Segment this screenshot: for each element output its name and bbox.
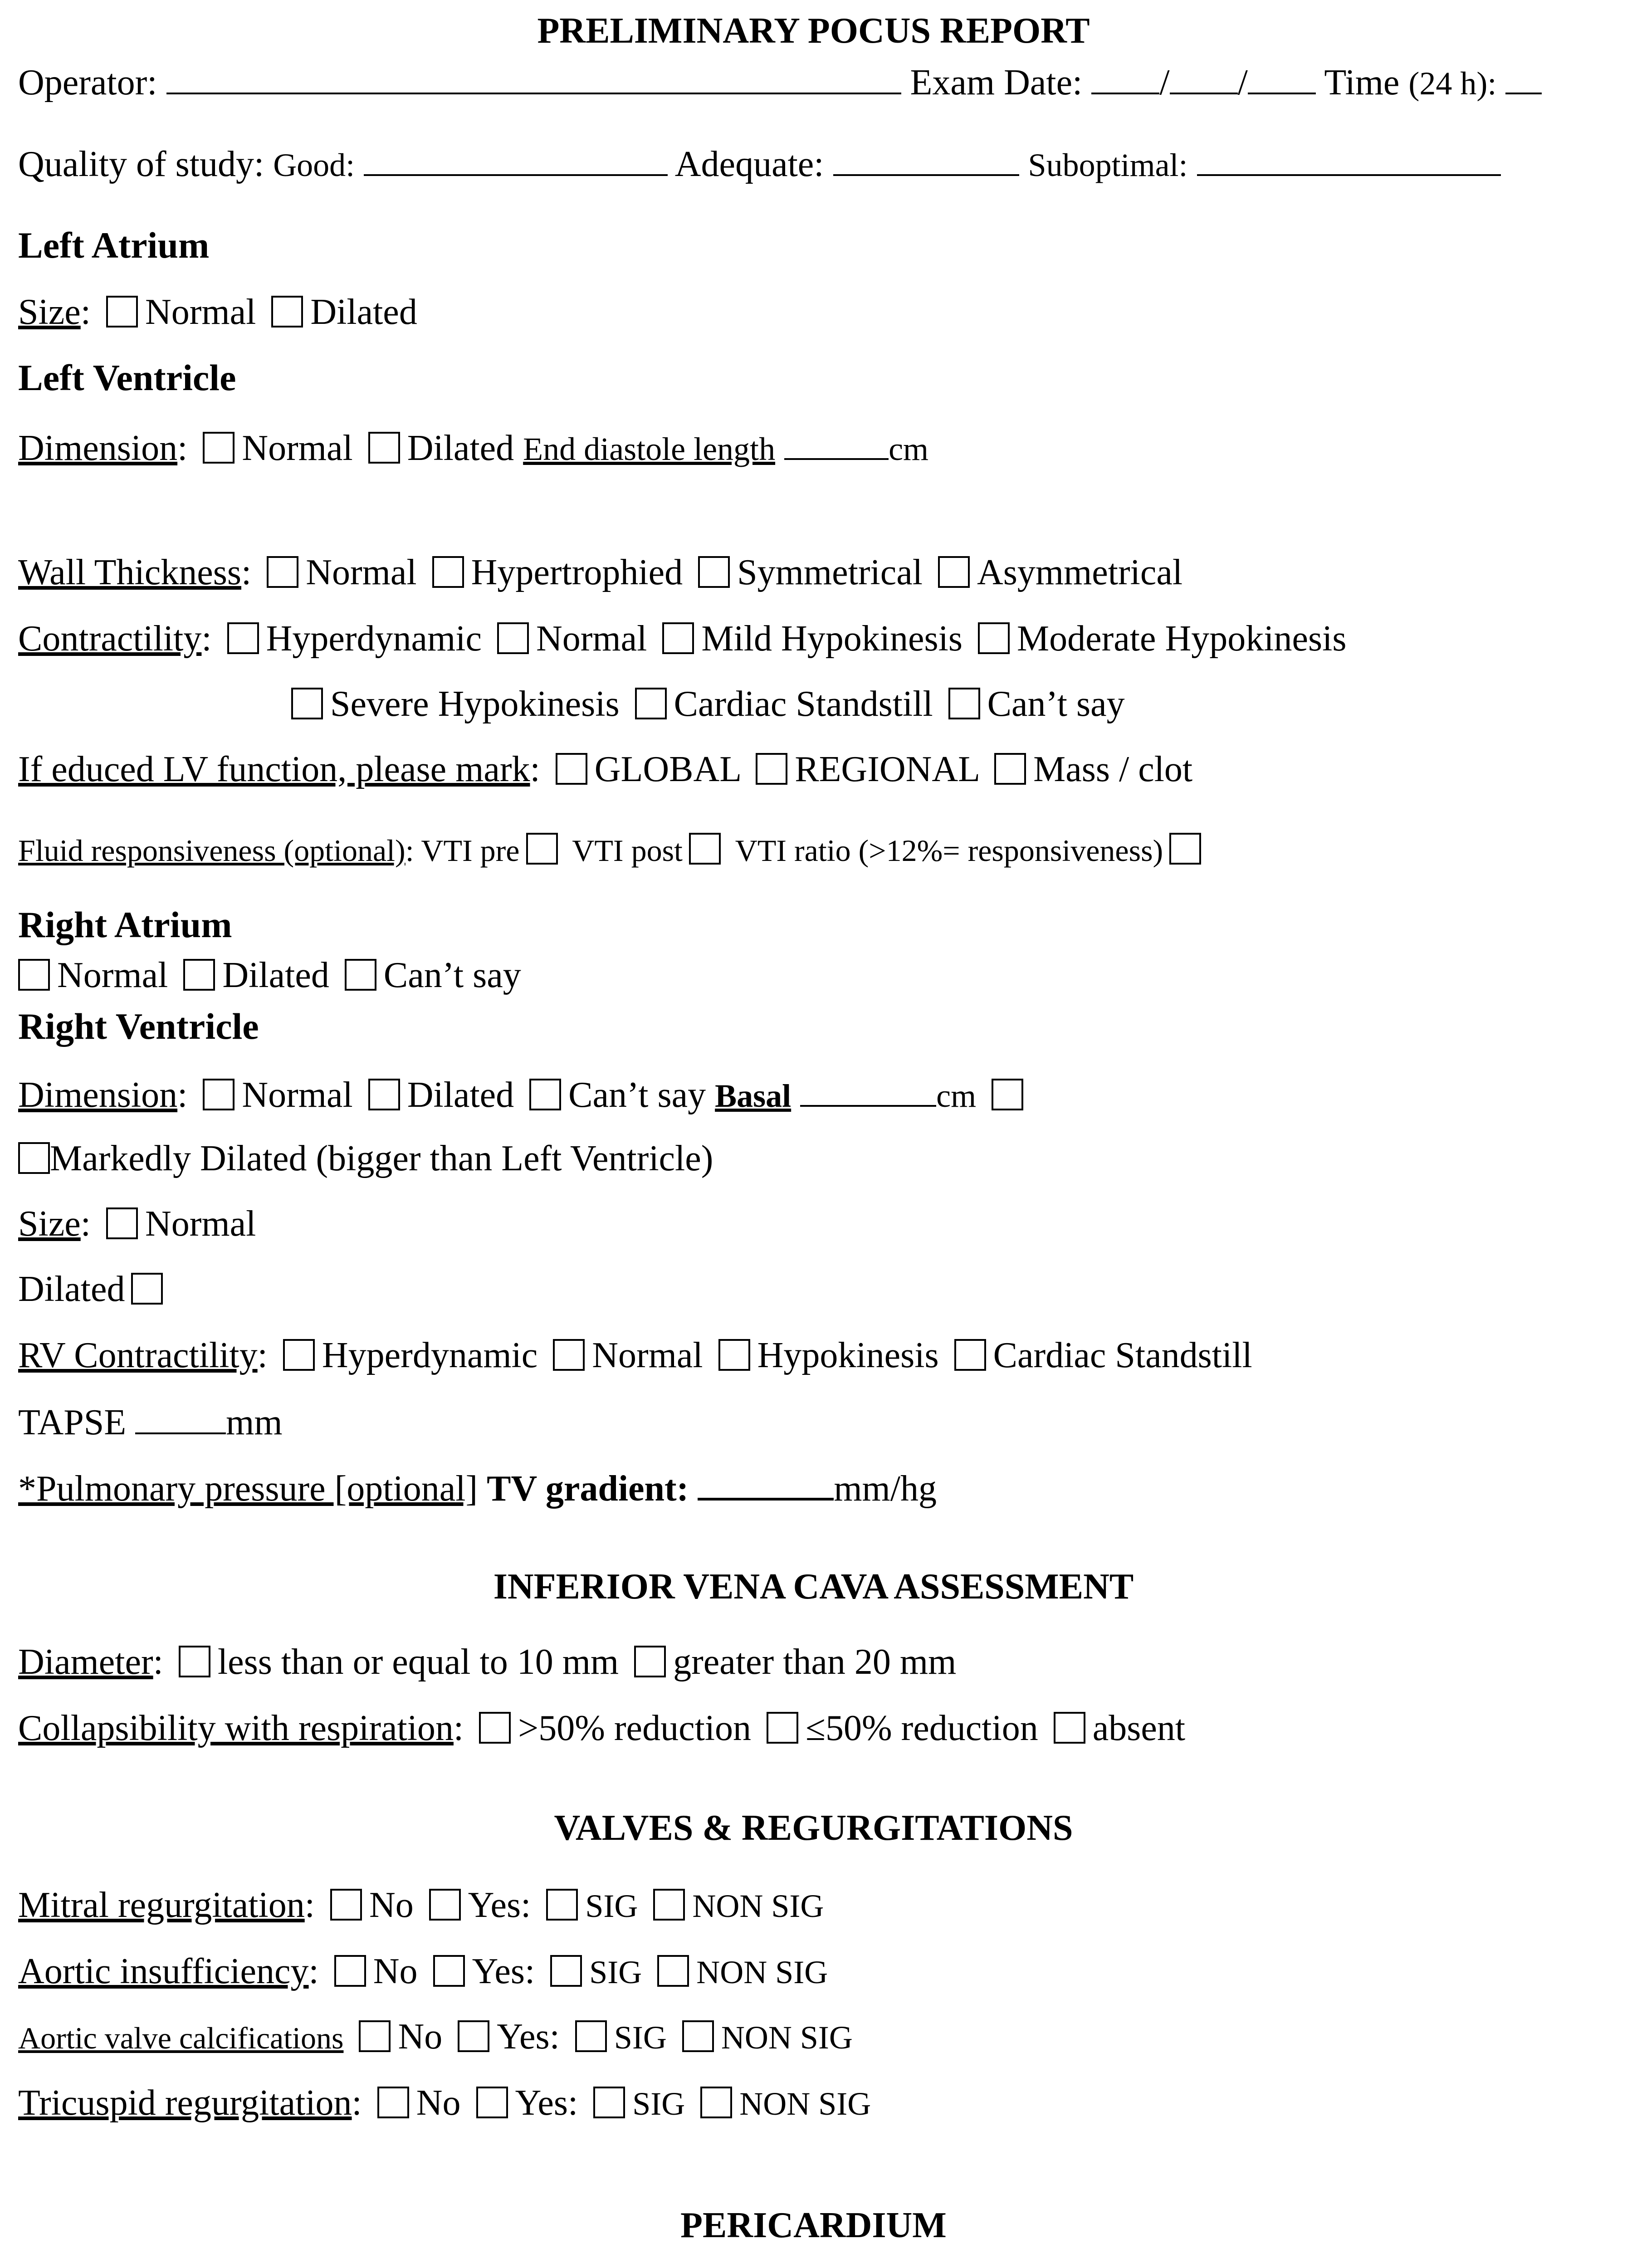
valve-sig-checkbox[interactable] bbox=[550, 1955, 582, 1987]
option-label: REGIONAL bbox=[795, 749, 979, 789]
ivc-small-checkbox[interactable] bbox=[179, 1646, 210, 1677]
valve-yes-checkbox[interactable] bbox=[476, 2087, 508, 2118]
rv-size-normal-checkbox[interactable] bbox=[106, 1207, 138, 1239]
rv-dimension-label: Dimension bbox=[18, 1075, 178, 1115]
ivc-collapsibility-row bbox=[18, 1710, 1185, 1746]
rv-size-label: Size bbox=[18, 1204, 81, 1244]
rv-hyperdynamic-checkbox[interactable] bbox=[283, 1339, 315, 1371]
option-label: Dilated bbox=[310, 292, 417, 332]
unit-cm: cm bbox=[889, 431, 929, 467]
option-label: Mild Hypokinesis bbox=[701, 619, 963, 659]
quality-adequate-label: Adequate: bbox=[674, 144, 824, 184]
valve-no-checkbox[interactable] bbox=[334, 1955, 366, 1987]
valve-no-checkbox[interactable] bbox=[330, 1889, 362, 1921]
time-hint: (24 h): bbox=[1408, 65, 1497, 102]
pericardium-heading: PERICARDIUM bbox=[680, 2205, 947, 2245]
valve-sig-checkbox[interactable] bbox=[593, 2087, 625, 2118]
option-label: Normal bbox=[306, 552, 417, 592]
option-label: Normal bbox=[145, 1204, 256, 1244]
option-label: >50% reduction bbox=[518, 1708, 752, 1748]
la-size-normal-checkbox[interactable] bbox=[106, 296, 138, 327]
option-label: Asymmetrical bbox=[977, 552, 1183, 592]
option-label: Yes: bbox=[472, 1951, 535, 1991]
fluid-label: Fluid responsiveness (optional) bbox=[18, 833, 406, 868]
lv-contractility-row-2 bbox=[285, 686, 1125, 722]
rv-dim-normal-checkbox[interactable] bbox=[203, 1079, 235, 1110]
valve-yes-checkbox[interactable] bbox=[458, 2020, 489, 2052]
quality-suboptimal-label: Suboptimal: bbox=[1028, 147, 1188, 183]
valve-row-aortic-insufficiency bbox=[18, 1953, 828, 1989]
valve-non-sig-checkbox[interactable] bbox=[657, 1955, 689, 1987]
contractility-standstill-checkbox[interactable] bbox=[635, 688, 667, 719]
contractility-label: Contractility bbox=[18, 619, 202, 659]
colon: : bbox=[80, 292, 91, 332]
option-label: SIG bbox=[589, 1954, 642, 1990]
lv-contractility-row-1 bbox=[18, 621, 1347, 657]
end-diastole-field[interactable] bbox=[784, 428, 889, 460]
quality-row bbox=[18, 144, 1501, 182]
option-label: Yes: bbox=[497, 2017, 560, 2057]
exam-month-field[interactable] bbox=[1170, 63, 1238, 94]
valve-no-checkbox[interactable] bbox=[359, 2020, 391, 2052]
colon: : bbox=[304, 1885, 315, 1925]
option-label: Dilated bbox=[18, 1269, 125, 1309]
option-label: No bbox=[373, 1951, 418, 1991]
rv-size-row bbox=[18, 1206, 256, 1242]
option-label: Normal bbox=[242, 1075, 353, 1115]
unit-cm: cm bbox=[936, 1078, 977, 1114]
tv-gradient-label: TV gradient: bbox=[487, 1469, 689, 1509]
la-size-label: Size bbox=[18, 292, 81, 332]
colon: : bbox=[241, 552, 252, 592]
colon: : bbox=[352, 2083, 362, 2123]
lv-wall-row bbox=[18, 554, 1182, 591]
option-label: NON SIG bbox=[696, 1954, 828, 1990]
option-label: Normal bbox=[242, 428, 353, 468]
quality-good-label: Good: bbox=[273, 147, 355, 183]
la-size-dilated-checkbox[interactable] bbox=[271, 296, 303, 327]
operator-row bbox=[18, 63, 1542, 101]
right-ventricle-heading: Right Ventricle bbox=[18, 1006, 259, 1047]
option-label: Normal bbox=[145, 292, 256, 332]
rv-hypokinesis-checkbox[interactable] bbox=[718, 1339, 750, 1371]
valve-row-tricuspid bbox=[18, 2085, 871, 2121]
option-label: Symmetrical bbox=[737, 552, 923, 592]
rv-size-dilated-checkbox[interactable] bbox=[131, 1273, 163, 1305]
wall-asymmetrical-checkbox[interactable] bbox=[938, 556, 970, 588]
educed-regional-checkbox[interactable] bbox=[756, 753, 787, 785]
contractility-cant-say-checkbox[interactable] bbox=[948, 688, 980, 719]
ra-cant-say-checkbox[interactable] bbox=[345, 959, 376, 991]
option-label: Hyperdynamic bbox=[322, 1335, 538, 1375]
option-label: Dilated bbox=[407, 1075, 514, 1115]
wall-thickness-label: Wall Thickness bbox=[18, 552, 241, 592]
option-label: Hyperdynamic bbox=[266, 619, 482, 659]
valve-yes-checkbox[interactable] bbox=[433, 1955, 465, 1987]
option-label: Cardiac Standstill bbox=[993, 1335, 1252, 1375]
educed-global-checkbox[interactable] bbox=[556, 753, 587, 785]
lv-educed-row bbox=[18, 751, 1192, 787]
vti-ratio-checkbox[interactable] bbox=[1169, 833, 1201, 865]
valve-no-checkbox[interactable] bbox=[377, 2087, 409, 2118]
rv-size-dilated-row bbox=[18, 1271, 170, 1307]
option-label: Can’t say bbox=[987, 684, 1125, 724]
lv-dimension-row bbox=[18, 428, 928, 466]
option-label: Normal bbox=[592, 1335, 703, 1375]
valves-heading: VALVES & REGURGITATIONS bbox=[554, 1808, 1073, 1848]
colon: : bbox=[177, 428, 188, 468]
end-diastole-label: End diastole length bbox=[523, 431, 776, 467]
colon: : bbox=[453, 1708, 464, 1748]
vti-pre-checkbox[interactable] bbox=[526, 833, 558, 865]
option-label: NON SIG bbox=[692, 1888, 824, 1924]
quality-adequate-field[interactable] bbox=[833, 144, 1019, 176]
option-label: Moderate Hypokinesis bbox=[1016, 619, 1347, 659]
basal-checkbox[interactable] bbox=[992, 1079, 1023, 1110]
markedly-dilated-checkbox[interactable] bbox=[18, 1142, 50, 1174]
option-label: No bbox=[416, 2083, 461, 2123]
ivc-diameter-label: Diameter bbox=[18, 1642, 153, 1682]
collapse-over50-checkbox[interactable] bbox=[479, 1712, 511, 1744]
option-label: Hypokinesis bbox=[757, 1335, 939, 1375]
basal-label: Basal bbox=[715, 1078, 792, 1114]
rv-standstill-checkbox[interactable] bbox=[954, 1339, 986, 1371]
wall-normal-checkbox[interactable] bbox=[267, 556, 298, 588]
option-label: Normal bbox=[57, 955, 168, 995]
rv-dimension-row bbox=[18, 1075, 1031, 1113]
page-title: PRELIMINARY POCUS REPORT bbox=[537, 11, 1090, 51]
educed-label: If educed LV function, please mark bbox=[18, 749, 530, 789]
colon: : bbox=[530, 749, 540, 789]
option-label: SIG bbox=[585, 1888, 638, 1924]
option-label: Can’t say bbox=[568, 1075, 706, 1115]
option-label: Severe Hypokinesis bbox=[330, 684, 620, 724]
quality-label: Quality of study: bbox=[18, 144, 264, 184]
quality-suboptimal-field[interactable] bbox=[1197, 144, 1501, 176]
operator-label: Operator: bbox=[18, 63, 157, 103]
vti-post-checkbox[interactable] bbox=[689, 833, 721, 865]
valve-non-sig-checkbox[interactable] bbox=[653, 1889, 685, 1921]
option-label: Mass / clot bbox=[1033, 749, 1193, 789]
contractility-hyperdynamic-checkbox[interactable] bbox=[227, 622, 259, 654]
pulmonary-label: *Pulmonary pressure [optional] bbox=[18, 1469, 478, 1509]
tapse-label: TAPSE bbox=[18, 1403, 127, 1442]
valve-non-sig-checkbox[interactable] bbox=[700, 2087, 732, 2118]
option-label: NON SIG bbox=[739, 2086, 871, 2122]
option-label: Markedly Dilated (bigger than Left Ventricle) bbox=[50, 1139, 713, 1178]
basal-field[interactable] bbox=[800, 1075, 936, 1107]
rv-contractility-label: RV Contractility bbox=[18, 1335, 258, 1375]
option-label: Yes: bbox=[515, 2083, 578, 2123]
rv-dim-dilated-checkbox[interactable] bbox=[368, 1079, 400, 1110]
option-label: ≤50% reduction bbox=[806, 1708, 1038, 1748]
option-label: greater than 20 mm bbox=[673, 1642, 957, 1682]
valve-yes-checkbox[interactable] bbox=[429, 1889, 461, 1921]
rv-normal-checkbox[interactable] bbox=[553, 1339, 585, 1371]
date-separator: / bbox=[1159, 63, 1170, 103]
lv-dim-dilated-checkbox[interactable] bbox=[368, 432, 400, 464]
ra-row bbox=[12, 957, 521, 993]
lv-dimension-label: Dimension bbox=[18, 428, 178, 468]
tapse-field[interactable] bbox=[135, 1403, 226, 1434]
rv-markedly-row bbox=[18, 1140, 713, 1177]
exam-date-label: Exam Date: bbox=[910, 63, 1083, 103]
option-label: Can’t say bbox=[383, 955, 521, 995]
option-label: Dilated bbox=[407, 428, 514, 468]
option-label: GLOBAL bbox=[594, 749, 741, 789]
colon: : bbox=[201, 619, 212, 659]
wall-hypertrophied-checkbox[interactable] bbox=[432, 556, 464, 588]
left-ventricle-heading: Left Ventricle bbox=[18, 357, 236, 398]
collapsibility-label: Collapsibility with respiration bbox=[18, 1708, 454, 1748]
option-label: Normal bbox=[536, 619, 647, 659]
ivc-diameter-row bbox=[18, 1644, 956, 1680]
date-separator: / bbox=[1237, 63, 1248, 103]
unit-mm: mm bbox=[226, 1403, 283, 1442]
valve-non-sig-checkbox[interactable] bbox=[682, 2020, 714, 2052]
exam-day-field[interactable] bbox=[1091, 63, 1159, 94]
option-label: NON SIG bbox=[721, 2019, 853, 2056]
quality-good-field[interactable] bbox=[364, 144, 668, 176]
option-label: Yes: bbox=[468, 1885, 531, 1925]
rv-dim-cant-say-checkbox[interactable] bbox=[529, 1079, 561, 1110]
colon: : bbox=[153, 1642, 163, 1682]
time-field[interactable] bbox=[1505, 63, 1542, 94]
contractility-severe-checkbox[interactable] bbox=[291, 688, 323, 719]
option-label: SIG bbox=[614, 2019, 667, 2056]
la-size-row bbox=[18, 294, 417, 330]
vti-ratio-label: VTI ratio (>12%= responsiveness) bbox=[735, 833, 1163, 868]
contractility-moderate-checkbox[interactable] bbox=[978, 622, 1010, 654]
valve-sig-checkbox[interactable] bbox=[546, 1889, 578, 1921]
colon: : bbox=[308, 1951, 319, 1991]
pulmonary-row bbox=[18, 1468, 937, 1507]
valve-row-aortic-calcifications bbox=[18, 2019, 853, 2055]
valve-label: Tricuspid regurgitation bbox=[18, 2083, 352, 2123]
tapse-row bbox=[18, 1403, 283, 1441]
colon: : bbox=[80, 1204, 91, 1244]
option-label: No bbox=[398, 2017, 443, 2057]
tv-gradient-field[interactable] bbox=[698, 1468, 834, 1501]
ivc-heading: INFERIOR VENA CAVA ASSESSMENT bbox=[493, 1567, 1134, 1607]
valve-label: Aortic valve calcifications bbox=[18, 2021, 344, 2055]
ra-normal-checkbox[interactable] bbox=[18, 959, 50, 991]
option-label: Dilated bbox=[222, 955, 329, 995]
option-label: No bbox=[369, 1885, 414, 1925]
ivc-large-checkbox[interactable] bbox=[634, 1646, 666, 1677]
valve-label: Aortic insufficiency bbox=[18, 1951, 309, 1991]
colon: : bbox=[405, 833, 414, 868]
contractility-mild-checkbox[interactable] bbox=[662, 622, 694, 654]
collapse-absent-checkbox[interactable] bbox=[1054, 1712, 1085, 1744]
contractility-normal-checkbox[interactable] bbox=[497, 622, 529, 654]
operator-field[interactable] bbox=[166, 63, 901, 94]
vti-pre-label: VTI pre bbox=[421, 833, 520, 868]
option-label: less than or equal to 10 mm bbox=[217, 1642, 619, 1682]
option-label: Hypertrophied bbox=[471, 552, 683, 592]
left-atrium-heading: Left Atrium bbox=[18, 225, 210, 266]
wall-symmetrical-checkbox[interactable] bbox=[698, 556, 730, 588]
option-label: Cardiac Standstill bbox=[674, 684, 933, 724]
ra-dilated-checkbox[interactable] bbox=[183, 959, 215, 991]
unit-mmhg: mm/hg bbox=[834, 1469, 937, 1509]
rv-contractility-row bbox=[18, 1337, 1252, 1374]
lv-dim-normal-checkbox[interactable] bbox=[203, 432, 235, 464]
valve-label: Mitral regurgitation bbox=[18, 1885, 305, 1925]
option-label: SIG bbox=[632, 2086, 685, 2122]
option-label: absent bbox=[1092, 1708, 1186, 1748]
colon: : bbox=[177, 1075, 188, 1115]
valve-sig-checkbox[interactable] bbox=[575, 2020, 607, 2052]
valve-row-mitral bbox=[18, 1887, 824, 1923]
colon: : bbox=[257, 1335, 268, 1375]
collapse-under50-checkbox[interactable] bbox=[767, 1712, 798, 1744]
right-atrium-heading: Right Atrium bbox=[18, 904, 232, 945]
educed-mass-checkbox[interactable] bbox=[994, 753, 1026, 785]
time-label: Time bbox=[1324, 63, 1400, 103]
vti-post-label: VTI post bbox=[572, 833, 683, 868]
exam-year-field[interactable] bbox=[1248, 63, 1316, 94]
fluid-row bbox=[18, 833, 1208, 866]
